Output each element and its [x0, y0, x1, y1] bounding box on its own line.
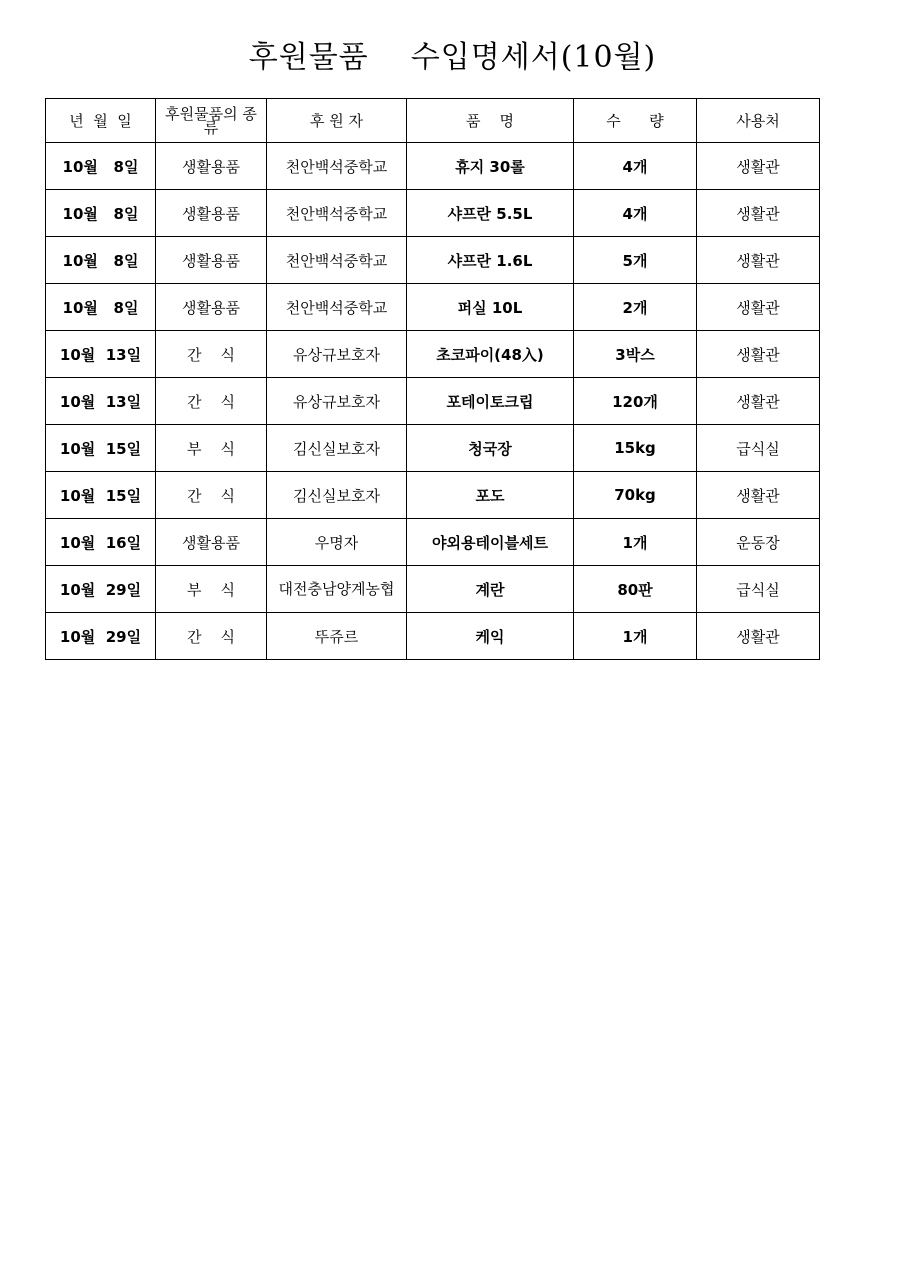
cell-donor: 김신실보호자	[267, 472, 407, 519]
cell-kind: 간 식	[156, 378, 267, 425]
cell-donor: 우명자	[267, 519, 407, 566]
cell-item: 초코파이(48入)	[407, 331, 574, 378]
cell-item: 야외용테이블세트	[407, 519, 574, 566]
table-row	[46, 519, 820, 566]
cell-donor: 천안백석중학교	[267, 143, 407, 190]
cell-date: 10월 29일	[46, 613, 156, 660]
table-row	[46, 143, 820, 190]
cell-item: 샤프란 5.5L	[407, 190, 574, 237]
cell-qty: 80판	[574, 566, 697, 613]
cell-date: 10월 8일	[46, 237, 156, 284]
cell-donor: 천안백석중학교	[267, 237, 407, 284]
cell-donor: 천안백석중학교	[267, 284, 407, 331]
cell-item: 퍼실 10L	[407, 284, 574, 331]
header-donor: 후 원 자	[267, 99, 407, 143]
cell-qty: 5개	[574, 237, 697, 284]
header-item: 품 명	[407, 99, 574, 143]
cell-item: 포테이토크립	[407, 378, 574, 425]
cell-use: 생활관	[697, 472, 820, 519]
cell-donor: 대전충남양계농협	[267, 566, 407, 613]
cell-use: 운동장	[697, 519, 820, 566]
cell-item: 청국장	[407, 425, 574, 472]
cell-item: 휴지 30롤	[407, 143, 574, 190]
header-use: 사용처	[697, 99, 820, 143]
cell-qty: 3박스	[574, 331, 697, 378]
cell-use: 생활관	[697, 331, 820, 378]
table-row	[46, 284, 820, 331]
cell-qty: 1개	[574, 519, 697, 566]
cell-use: 생활관	[697, 378, 820, 425]
cell-qty: 1개	[574, 613, 697, 660]
cell-kind: 간 식	[156, 613, 267, 660]
document-title: 후원물품 수입명세서(10월)	[248, 40, 657, 75]
table-row	[46, 378, 820, 425]
cell-date: 10월 8일	[46, 284, 156, 331]
table-header-row	[46, 99, 820, 143]
cell-date: 10월 8일	[46, 190, 156, 237]
table-row	[46, 613, 820, 660]
table-row	[46, 331, 820, 378]
cell-use: 생활관	[697, 143, 820, 190]
cell-qty: 2개	[574, 284, 697, 331]
cell-donor: 뚜쥬르	[267, 613, 407, 660]
cell-date: 10월 15일	[46, 472, 156, 519]
cell-kind: 생활용품	[156, 190, 267, 237]
cell-qty: 120개	[574, 378, 697, 425]
header-kind: 후원물품의 종류	[156, 99, 267, 143]
header-date: 년 월 일	[46, 99, 156, 143]
cell-item: 계란	[407, 566, 574, 613]
cell-item: 포도	[407, 472, 574, 519]
cell-date: 10월 15일	[46, 425, 156, 472]
cell-donor: 천안백석중학교	[267, 190, 407, 237]
cell-qty: 4개	[574, 190, 697, 237]
cell-qty: 4개	[574, 143, 697, 190]
cell-use: 급식실	[697, 566, 820, 613]
cell-use: 생활관	[697, 237, 820, 284]
table-row	[46, 237, 820, 284]
cell-date: 10월 29일	[46, 566, 156, 613]
cell-item: 샤프란 1.6L	[407, 237, 574, 284]
cell-kind: 생활용품	[156, 143, 267, 190]
cell-donor: 김신실보호자	[267, 425, 407, 472]
table-row	[46, 472, 820, 519]
cell-date: 10월 13일	[46, 331, 156, 378]
cell-use: 생활관	[697, 284, 820, 331]
donation-ledger-table	[45, 98, 820, 660]
table-row	[46, 425, 820, 472]
table-row	[46, 190, 820, 237]
cell-kind: 부 식	[156, 566, 267, 613]
cell-kind: 생활용품	[156, 237, 267, 284]
cell-kind: 생활용품	[156, 519, 267, 566]
cell-kind: 간 식	[156, 331, 267, 378]
cell-qty: 70kg	[574, 472, 697, 519]
cell-date: 10월 16일	[46, 519, 156, 566]
cell-use: 급식실	[697, 425, 820, 472]
cell-kind: 생활용품	[156, 284, 267, 331]
cell-date: 10월 13일	[46, 378, 156, 425]
cell-donor: 유상규보호자	[267, 378, 407, 425]
cell-use: 생활관	[697, 190, 820, 237]
cell-item: 케익	[407, 613, 574, 660]
cell-kind: 간 식	[156, 472, 267, 519]
cell-donor: 유상규보호자	[267, 331, 407, 378]
cell-kind: 부 식	[156, 425, 267, 472]
table-row	[46, 566, 820, 613]
header-qty: 수 량	[574, 99, 697, 143]
cell-qty: 15kg	[574, 425, 697, 472]
cell-use: 생활관	[697, 613, 820, 660]
cell-date: 10월 8일	[46, 143, 156, 190]
